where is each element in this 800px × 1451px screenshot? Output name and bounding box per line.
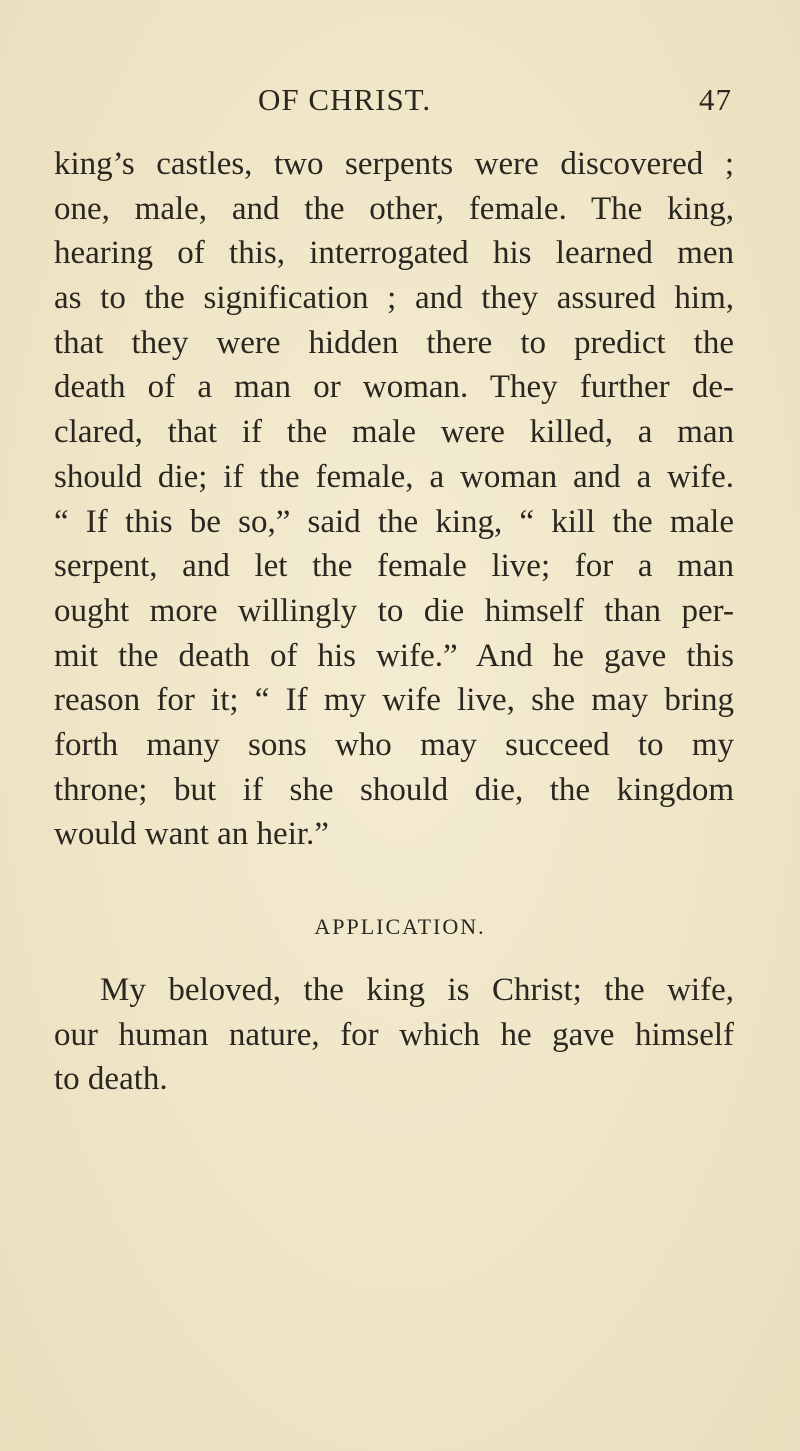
text-line: one, male, and the other, female. The king, [54,190,734,227]
text-line: would want an heir.” [54,816,329,853]
running-head [258,82,732,126]
text-line: clared, that if the male were killed, a man [54,414,734,451]
page-number: 47 [699,82,732,117]
text-line: My beloved, the king is Christ; the wife, [100,972,734,1008]
text-line: serpent, and let the female live; for a man [54,548,734,585]
text-line: ought more willingly to die himself than per- [54,592,734,629]
body-paragraph [54,142,734,857]
text-line: should die; if the female, a woman and a wife. [54,458,734,495]
section-heading: APPLICATION. [314,914,486,939]
text-line: death of a man or woman. They further de- [54,369,734,406]
text-line: “ If this be so,” said the king, “ kill the male [54,503,734,540]
text-line: throne; but if she should die, the kingdom [54,771,734,808]
application-paragraph [54,968,734,1102]
text-line: that they were hidden there to predict the [54,324,734,361]
text-line: king’s castles, two serpents were discovered ; [54,146,734,182]
text-line: mit the death of his wife.” And he gave this [54,637,734,674]
running-title: OF CHRIST. [258,82,432,117]
text-line: reason for it; “ If my wife live, she may bring [54,682,734,719]
text-line: our human nature, for which he gave himself [54,1016,734,1053]
text-line: to death. [54,1061,168,1098]
text-line: as to the signification ; and they assured him, [54,280,734,317]
text-line: hearing of this, interrogated his learned men [54,235,734,272]
text-line: forth many sons who may succeed to my [54,726,734,763]
